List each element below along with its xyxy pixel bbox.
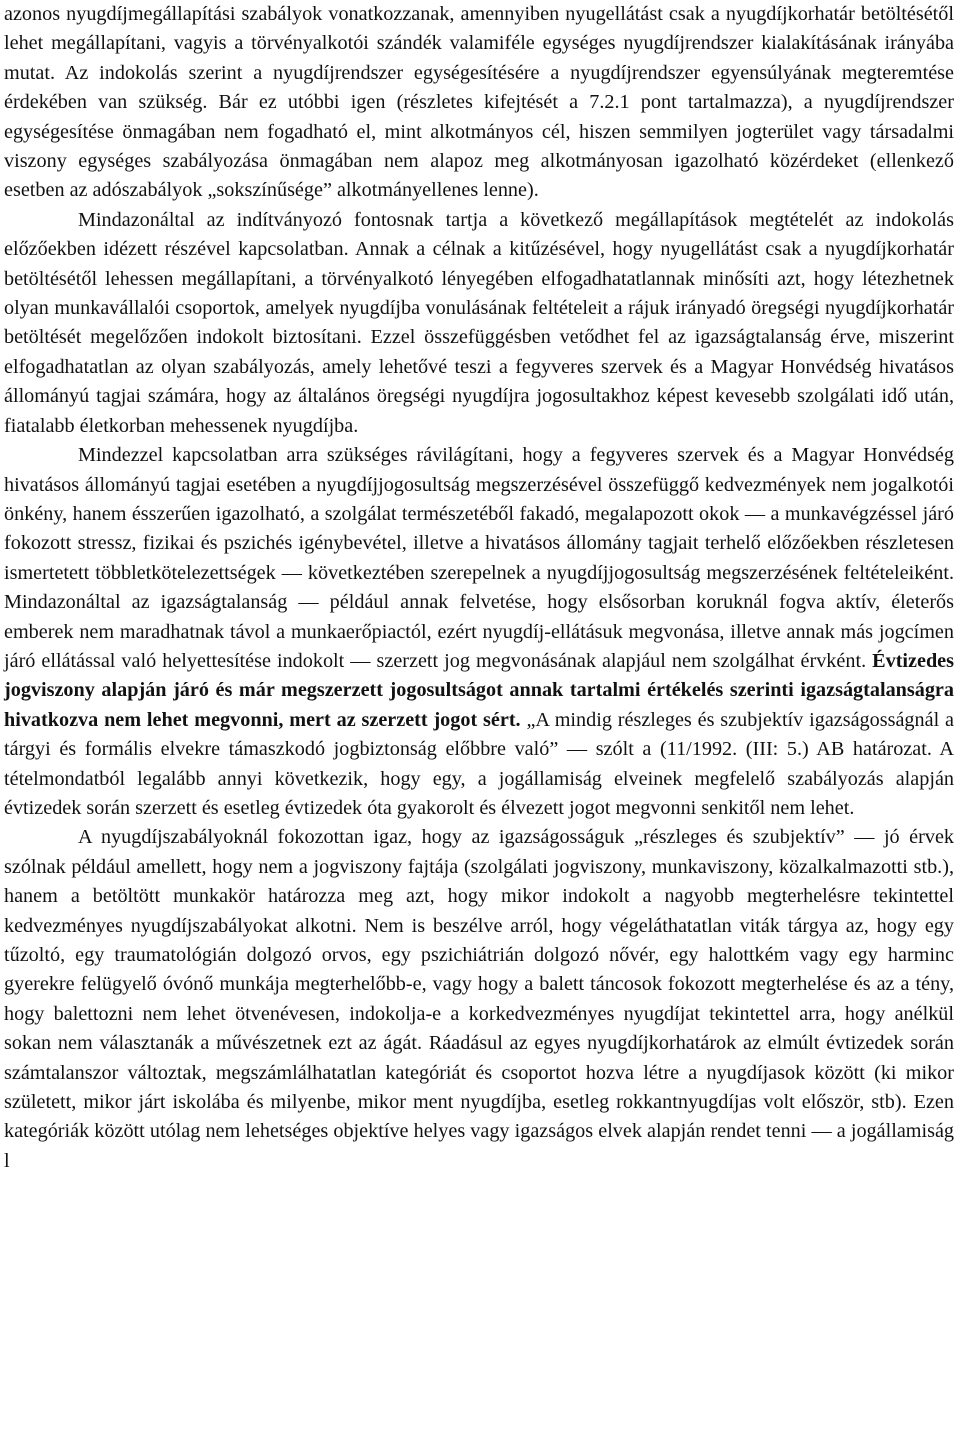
paragraph-3 — [4, 441, 954, 823]
paragraph-1 — [4, 0, 954, 206]
paragraph-3-text: Mindezzel kapcsolatban arra szükséges rávilágítani, hogy a fegyveres szervek és a Magyar Honvédség hivatásos állományú tagjai esetében a nyugdíjjogosultság megszerzésével összefüggő kedvezmények nem jogalkotói önkény, hanem ésszerűen igazolható, a szolgálat természetéből fakadó, megalapozott okok — a munkavégzéssel járó fokozott stressz, fizikai és pszichés igénybevétel, illetve a hivatásos állomány tagjait terhelő előzőekben részletesen ismertetett többletkötelezettségek — következtében szerepelnek a nyugdíjjogosultság megszerzésének feltételeiként. Mindazonáltal az igazságtalanság — például annak felvetése, hogy elsősorban koruknál fogva aktív, életerős emberek nem maradhatnak távol a munkaerőpiactól, ezért nyugdíj-ellátásuk megvonása, illetve annak más jogcímen járó ellátással való helyettesítése indokolt — szerzett jog megvonásának alapjául nem szolgálhat érvként. — [4, 444, 954, 672]
paragraph-2-text: Mindazonáltal az indítványozó fontosnak tartja a következő megállapítások megtételét az indokolás előzőekben idézett részével kapcsolatban. Annak a célnak a kitűzésével, hogy nyugellátást csak a nyugdíjkorhatár betöltésétől lehessen megállapítani, a törvényalkotó lényegében elfogadhatatlannak minősíti azt, hogy létezhetnek olyan munkavállalói csoportok, amelyek nyugdíjba vonulásának feltételeit a rájuk irányadó öregségi nyugdíjkorhatár betöltését megelőzően indokolt biztosítani. Ezzel összefüggésben vetődhet fel az igazságtalanság érve, miszerint elfogadhatatlan az olyan szabályozás, amely lehetővé teszi a fegyveres szervek és a Magyar Honvédség hivatásos állományú tagjai számára, hogy az általános öregségi nyugdíjra jogosultakhoz képest kevesebb szolgálati idő után, fiatalabb életkorban mehessenek nyugdíjba. — [4, 208, 954, 437]
paragraph-4 — [4, 823, 954, 1176]
paragraph-1-text: azonos nyugdíjmegállapítási szabályok vonatkozzanak, amennyiben nyugellátást csak a nyugdíjkorhatár betöltésétől lehet megállapítani, vagyis a törvényalkotói szándék valamiféle egységes nyugdíjrendszer kialakításának irányába mutat. Az indokolás szerint a nyugdíjrendszer egységesítésére a nyugdíjrendszer egyensúlyának megteremtése érdekében van szükség. Bár ez utóbbi igen (részletes kifejtését a 7.2.1 pont tartalmazza), a nyugdíjrendszer egységesítése önmagában nem fogadható el, mint alkotmányos cél, hiszen semmilyen jogterület vagy társadalmi viszony egységes szabályozása önmagában nem alapoz meg alkotmányosan igazolható közérdeket (ellenkező esetben az adószabályok „sokszínűsége” alkotmányellenes lenne). — [4, 3, 954, 202]
paragraph-3-quote-text: „A mindig részleges és szubjektív igazságosságnál a tárgyi és formális elvekre támaszkodó jogbiztonság előbbre való” — szólt a (11/1992. (III: 5.) AB határozat. A tételmondatból legalább annyi következik, hogy egy, a jogállamiság elveinek megfelelő szabályozás alapján évtizedek során szerzett és esetleg évtizedek óta gyakorolt és élvezett jogot megvonni senkitől nem lehet. — [4, 708, 954, 819]
paragraph-4-text: A nyugdíjszabályoknál fokozottan igaz, hogy az igazságosságuk „részleges és szubjektív” — jó érvek szólnak például amellett, hogy nem a jogviszony fajtája (szolgálati jogviszony, munkaviszony, közalkalmazotti stb.), hanem a betöltött munkakör határozza meg azt, hogy mikor indokolt a nagyobb megterhelésre tekintettel kedvezményes nyugdíjszabályokat alkotni. Nem is beszélve arról, hogy végeláthatatlan viták tárgya az, hogy egy tűzoltó, egy traumatológián dolgozó orvos, egy pszichiátrián dolgozó nővér, egy halottkém vagy egy harminc gyerekre felügyelő óvónő munkája megterhelőbb-e, vagy hogy a balett táncosok fokozott megterhelése és az a tény, hogy balettozni nem lehet ötvenévesen, indokolja-e a korkedvezményes nyugdíjat tekintettel arra, hogy anélkül sokan nem választanák a művészetnek ezt az ágát. Ráadásul az egyes nyugdíjkorhatárok az elmúlt évtizedek során számtalanszor változtak, megszámlálhatatlan kategóriát és csoportot hozva létre a nyugdíjasok között (ki mikor született, mikor járt iskolába és milyenbe, mikor ment nyugdíjba, esetleg rokkantnyugdíjas volt először, stb). Ezen kategóriák között utólag nem lehetséges objektíve helyes vagy igazságos elvek alapján rendet tenni — a jogállamiság l — [4, 826, 954, 1172]
paragraph-3-bold-statement: Évtizedes jogviszony alapján járó és már megszerzett jogosultságot annak tartalmi értékelés szerinti igazságtalanságra hivatkozva nem lehet megvonni, mert az szerzett jogot sért. — [4, 649, 954, 731]
paragraph-2 — [4, 206, 954, 441]
